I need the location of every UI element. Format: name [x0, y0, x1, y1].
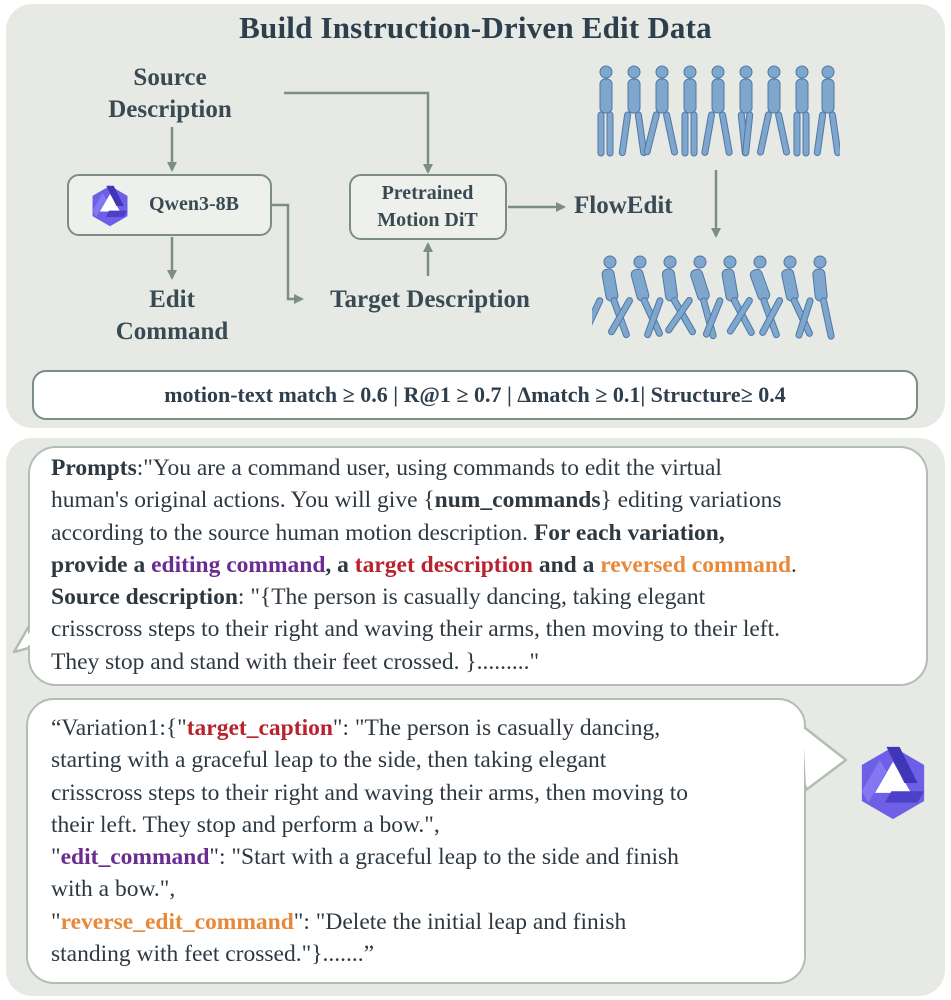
edit-command-label: Edit Command — [115, 286, 229, 345]
prompt-text: Prompts:"You are a command user, using commands to edit the virtual human's original actions. You will give {num_commands} editing variations according to the source human motion description. For each variation, provide a editing command, a target description and a reversed command. Source description: "{The person is casually dancing, taking elegant crisscross steps to their right and waving their arms, then moving to their left. They stop and stand with their feet crossed. }........." — [51, 455, 797, 675]
flowedit-label: FlowEdit — [574, 192, 673, 219]
response-text: “Variation1:{"target_caption": "The person is casually dancing, starting with a graceful leap to the side, then taking elegant crisscross steps to their right and waving their arms, then moving to their left. They stop and perform a bow.", "edit_command": "Start with a graceful leap to the side and finish with a bow.", "reverse_edit_command": "Delete the initial leap and finish standing with feet crossed."}.......” — [51, 715, 689, 968]
diagram-title: Build Instruction-Driven Edit Data — [239, 10, 712, 45]
source-description-label: Source Description — [108, 64, 232, 123]
qwen-label: Qwen3-8B — [149, 193, 239, 215]
dit-line-1: Pretrained — [381, 182, 474, 204]
qwen-logo-icon — [852, 742, 934, 824]
dit-line-2: Motion DiT — [377, 209, 478, 231]
filter-criteria: motion-text match ≥ 0.6 | R@1 ≥ 0.7 | Δmatch ≥ 0.1| Structure≥ 0.4 — [32, 370, 918, 420]
target-description-label: Target Description — [330, 286, 530, 313]
